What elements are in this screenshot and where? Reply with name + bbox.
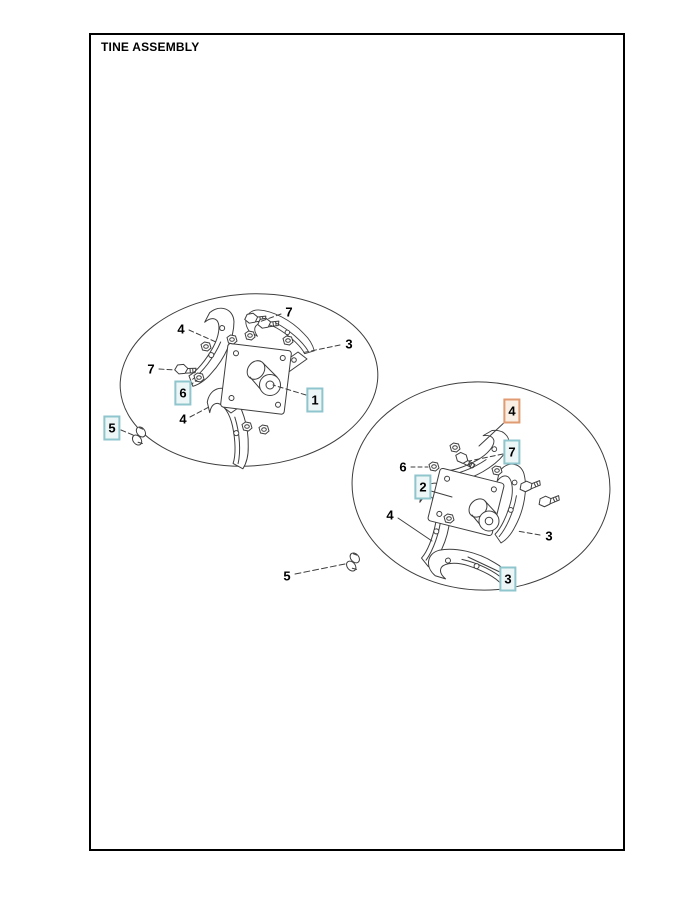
callout-left-3: 3 bbox=[345, 336, 353, 352]
nut-icon bbox=[245, 331, 255, 340]
nut-icon bbox=[283, 336, 293, 345]
callout-right-4: 4 bbox=[386, 507, 394, 523]
callout-right-6: 6 bbox=[399, 459, 407, 475]
callout-left-6[interactable]: 6 bbox=[174, 381, 191, 406]
callout-right-3[interactable]: 3 bbox=[499, 567, 516, 592]
callout-right-2[interactable]: 2 bbox=[414, 475, 431, 500]
callout-left-4: 4 bbox=[177, 321, 185, 337]
retainer-clip bbox=[342, 550, 363, 574]
callout-left-4: 4 bbox=[179, 411, 187, 427]
callout-loose-5: 5 bbox=[283, 568, 291, 584]
nut-icon bbox=[242, 422, 252, 431]
bolt-icon bbox=[537, 489, 561, 511]
nut-icon bbox=[492, 466, 502, 475]
nut-icon bbox=[201, 342, 211, 351]
nut-icon bbox=[227, 335, 237, 344]
nut-icon bbox=[259, 425, 269, 434]
page-title: TINE ASSEMBLY bbox=[101, 40, 200, 54]
callout-left-5[interactable]: 5 bbox=[103, 416, 120, 441]
callout-right-3: 3 bbox=[545, 528, 553, 544]
callout-right-7[interactable]: 7 bbox=[503, 440, 520, 465]
nut-icon bbox=[450, 443, 460, 452]
diagram-left bbox=[114, 285, 383, 475]
callout-left-1[interactable]: 1 bbox=[306, 388, 323, 413]
nut-icon bbox=[429, 462, 439, 471]
nut-icon bbox=[444, 514, 454, 523]
callout-left-7: 7 bbox=[285, 304, 293, 320]
callout-right-4[interactable]: 4 bbox=[503, 399, 520, 424]
callout-left-7: 7 bbox=[147, 361, 155, 377]
